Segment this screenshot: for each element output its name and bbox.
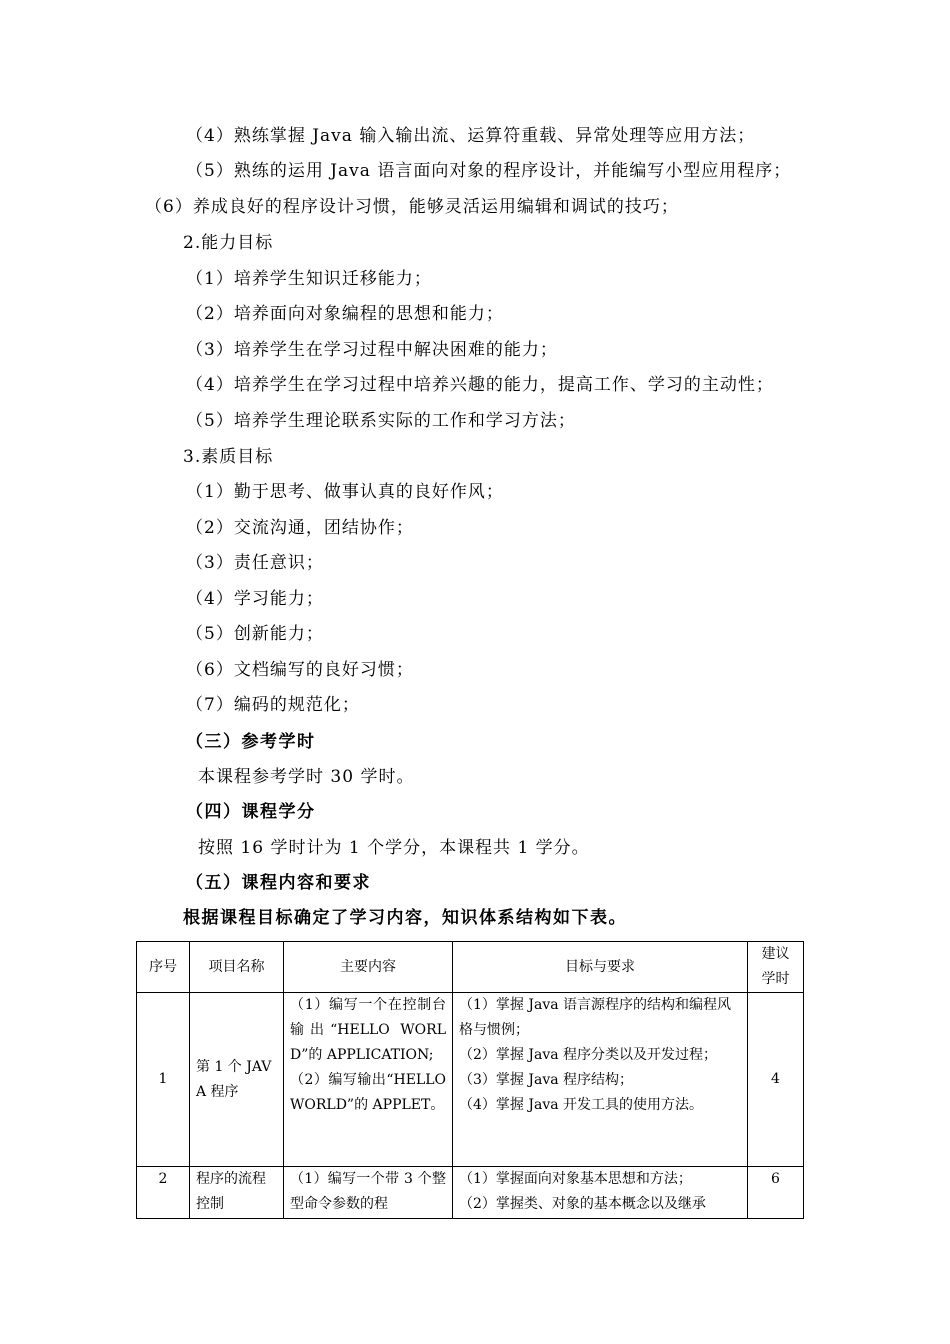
text-line: （4）学习能力； [186,589,324,609]
row-name: 第 1 个 JAVA 程序 [190,993,284,1167]
section-heading-hours: （三）参考学时 [186,732,316,752]
text-line: （6）文档编写的良好习惯； [186,660,414,680]
table-header-row [137,942,804,993]
text-line: （3）责任意识； [186,553,324,573]
header-goals: 目标与要求 [453,942,748,993]
row-goals [453,993,748,1167]
text-line: （5）创新能力； [186,624,324,644]
goal-item: （4）掌握 Java 开发工具的使用方法。 [459,1097,704,1113]
section-heading-credit: （四）课程学分 [186,802,316,822]
text-line: （3）培养学生在学习过程中解决困难的能力； [186,340,558,360]
content-item: （2）编写输出“HELLO WORLD”的 APPLET。 [290,1072,446,1113]
table-row [137,993,804,1167]
text-line: （1）勤于思考、做事认真的良好作风； [186,482,504,502]
goal-item: （2）掌握 Java 程序分类以及开发过程； [459,1047,718,1063]
goal-item: （3）掌握 Java 程序结构； [459,1072,634,1088]
text-line: （5）熟练的运用 Java 语言面向对象的程序设计，并能编写小型应用程序； [186,161,792,181]
row-no: 1 [137,993,190,1167]
table-intro: 根据课程目标确定了学习内容，知识体系结构如下表。 [183,908,627,928]
text-line: （7）编码的规范化； [186,695,360,715]
subheading-ability: 2.能力目标 [183,233,274,253]
header-content: 主要内容 [284,942,453,993]
text-line: （5）培养学生理论联系实际的工作和学习方法； [186,411,576,431]
text-line: （6）养成良好的程序设计习惯，能够灵活运用编辑和调试的技巧； [145,197,679,217]
row-content [284,993,453,1167]
text-line: （4）培养学生在学习过程中培养兴趣的能力，提高工作、学习的主动性； [186,375,774,395]
text-line: （2）培养面向对象编程的思想和能力； [186,304,504,324]
content-item: （1）编写一个在控制台输出“HELLO WORLD”的 APPLICATION; [290,997,446,1063]
header-name: 项目名称 [190,942,284,993]
header-hours: 建议学时 [748,942,804,993]
text-line: （1）培养学生知识迁移能力； [186,269,432,289]
course-content-table [136,941,804,1219]
goal-item: （1）掌握 Java 语言源程序的结构和编程风格与惯例； [459,997,732,1038]
hours-text: 本课程参考学时 30 学时。 [198,767,415,787]
row-goals [453,1167,748,1219]
row-content [284,1167,453,1219]
header-no: 序号 [137,942,190,993]
text-line: （2）交流沟通，团结协作； [186,518,414,538]
row-name: 程序的流程控制 [190,1167,284,1219]
section-heading-content: （五）课程内容和要求 [186,873,371,893]
goal-item: （1）掌握面向对象基本思想和方法； [459,1171,692,1187]
row-hours: 4 [748,993,804,1167]
content-item: （1）编写一个带 3 个整型命令参数的程 [290,1171,446,1212]
text-line: （4）熟练掌握 Java 输入输出流、运算符重载、异常处理等应用方法； [186,126,756,146]
row-hours: 6 [748,1167,804,1219]
goal-item: （2）掌握类、对象的基本概念以及继承 [459,1196,706,1212]
row-no: 2 [137,1167,190,1219]
table-row [137,1167,804,1219]
credit-text: 按照 16 学时计为 1 个学分，本课程共 1 学分。 [198,838,590,858]
subheading-quality: 3.素质目标 [183,447,274,467]
